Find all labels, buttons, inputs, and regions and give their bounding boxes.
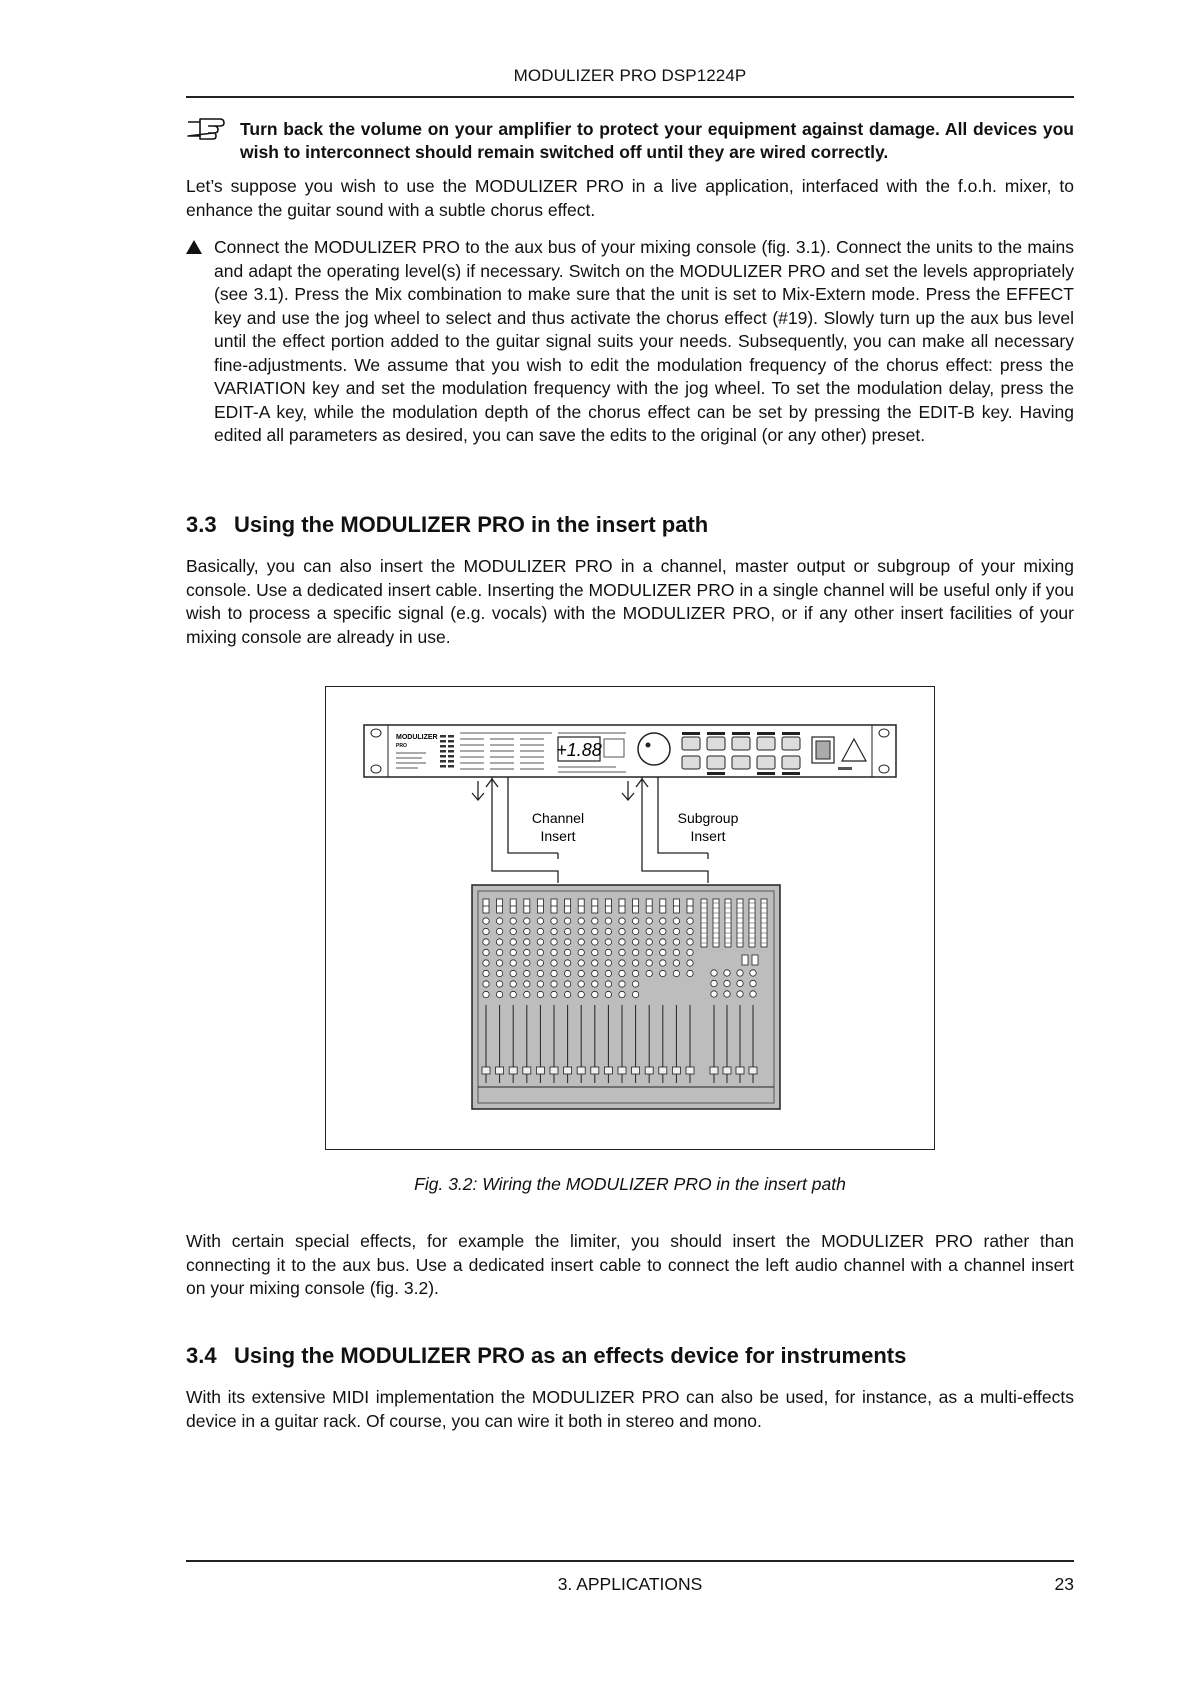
channel-insert-label-line1: Channel bbox=[531, 810, 585, 826]
figure-wiring-diagram bbox=[325, 686, 935, 1150]
device-brand-label: MODULIZER bbox=[396, 734, 438, 741]
cable-lines bbox=[472, 777, 708, 883]
section-3-4-body: With its extensive MIDI implementation the MODULIZER PRO can also be used, for instance, as a multi-effects device in a guitar rack. Of course, you can wire it both in stereo and mono. bbox=[186, 1387, 1074, 1431]
modulizer-rack-unit bbox=[364, 725, 896, 777]
section-title: Using the MODULIZER PRO in the insert path bbox=[234, 512, 709, 537]
subgroup-insert-label-line2: Insert bbox=[690, 828, 726, 844]
footer-rule bbox=[186, 1560, 1074, 1562]
instruction-step bbox=[186, 236, 1074, 448]
warning-text: Turn back the volume on your amplifier to protect your equipment against damage. All devices you wish to interconnect should remain switched off until they are wired correctly. bbox=[240, 119, 1074, 162]
section-heading-3-4 bbox=[186, 1343, 906, 1369]
after-figure-paragraph: With certain special effects, for example the limiter, you should insert the MODULIZER PRO rather than connecting it to the aux bus. Use a dedicated insert cable to connect the left audio channel with a channel insert on your mixing console (fig. 3.2). bbox=[186, 1231, 1074, 1298]
figure-caption: Fig. 3.2: Wiring the MODULIZER PRO in the insert path bbox=[414, 1174, 846, 1194]
display-readout: +1.88 bbox=[556, 740, 602, 760]
jog-wheel-icon bbox=[638, 733, 670, 765]
section-heading-3-3 bbox=[186, 512, 708, 538]
section-3-3-body: Basically, you can also insert the MODULIZER PRO in a channel, master output or subgroup of your mixing console. Use a dedicated insert cable. Inserting the MODULIZER PRO in a single channel will be useful only if you wish to process a specific signal (e.g. vocals) with the MODULIZER PRO, or if any other insert facilities of your mixing console are already in use. bbox=[186, 556, 1074, 647]
section-number: 3.3 bbox=[186, 512, 217, 537]
footer-page-number: 23 bbox=[1054, 1574, 1074, 1594]
triangle-bullet-icon bbox=[186, 240, 202, 254]
section-title: Using the MODULIZER PRO as an effects device for instruments bbox=[234, 1343, 907, 1368]
section-number: 3.4 bbox=[186, 1343, 217, 1368]
device-model-label: PRO bbox=[396, 743, 407, 749]
channel-insert-label-line2: Insert bbox=[540, 828, 576, 844]
mixing-console bbox=[472, 885, 780, 1109]
page-header-title: MODULIZER PRO DSP1224P bbox=[513, 66, 747, 85]
header-rule bbox=[186, 96, 1074, 98]
instruction-step-text: Connect the MODULIZER PRO to the aux bus of your mixing console (fig. 3.1). Connect the units to the mains and adapt the operating level(s) if necessary. Switch on the MODULIZER PRO and set the levels appropriately (see 3.1). Press the Mix combination to make sure that the unit is set to Mix-Extern mode. Press the EFFECT key and use the jog wheel to select and thus activate the chorus effect (#19). Slowly turn up the aux bus level until the effect portion added to the guitar signal suits your needs. Subsequently, you can make all necessary fine-adjustments. We assume that you wish to edit the modulation frequency of the chorus effect: press the VARIATION key and set the modulation frequency with the jog wheel. To set the modulation delay, press the EDIT-A key, while the modulation depth of the chorus effect can be set by pressing the EDIT-B key. Having edited all parameters as desired, you can save the edits to the original (or any other) preset. bbox=[214, 237, 1074, 445]
intro-paragraph: Let’s suppose you wish to use the MODULIZER PRO in a live application, interfaced with the f.o.h. mixer, to enhance the guitar sound with a subtle chorus effect. bbox=[186, 176, 1074, 220]
footer-chapter: 3. APPLICATIONS bbox=[557, 1574, 703, 1594]
pointing-hand-icon bbox=[186, 116, 226, 142]
warning-note bbox=[186, 118, 1074, 164]
wiring-diagram bbox=[326, 687, 933, 1148]
subgroup-insert-label-line1: Subgroup bbox=[677, 810, 739, 826]
